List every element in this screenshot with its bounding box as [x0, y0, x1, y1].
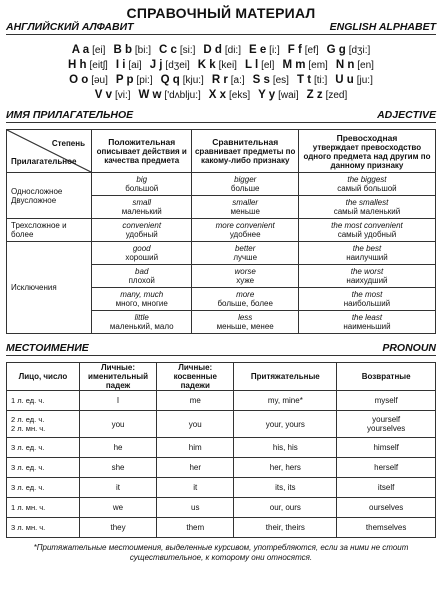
letter-transcription: [eks]	[228, 90, 251, 101]
adjective-form-cell	[192, 219, 298, 242]
alphabet-letter	[282, 58, 327, 73]
alphabet-letter	[150, 58, 190, 73]
letter-glyph: W w	[138, 89, 162, 101]
pronoun-header-row	[7, 363, 436, 391]
letter-glyph: K k	[197, 59, 216, 71]
pronoun-row	[7, 458, 436, 478]
pronoun-heading-ru: МЕСТОИМЕНИЕ	[6, 342, 89, 354]
alphabet-grid	[6, 43, 436, 103]
pronoun-row	[7, 518, 436, 538]
adjective-en: the worst	[350, 267, 384, 276]
person-number: 2 л. мн. ч.	[11, 424, 46, 433]
letter-glyph: G g	[326, 44, 346, 56]
adjective-ru: хороший	[125, 253, 159, 262]
adjective-form-cell	[298, 288, 435, 311]
adjective-row	[7, 242, 436, 265]
adjective-form-cell	[298, 311, 435, 334]
letter-transcription: [di:]	[224, 45, 241, 56]
pronoun-poss-cell: its, its	[234, 478, 337, 498]
adjective-form-cell	[298, 173, 435, 196]
adjective-group-label: Трехсложное и более	[7, 219, 92, 242]
pronoun-row	[7, 478, 436, 498]
alphabet-letter	[198, 58, 237, 73]
adjective-header-row	[7, 130, 436, 173]
adjective-ru: лучше	[233, 253, 258, 262]
person-number: 3 л. ед. ч.	[11, 463, 45, 472]
adjective-row	[7, 173, 436, 196]
letter-transcription: [ju:]	[356, 75, 373, 86]
degree-title: Превосходная	[336, 132, 398, 143]
pronoun-column-header: Личные: косвенные падежи	[157, 363, 234, 391]
adjective-form-cell	[298, 196, 435, 219]
letter-transcription: [dʒi:]	[348, 45, 371, 56]
alphabet-letter	[245, 58, 274, 73]
adjective-ru: меньше, менее	[216, 322, 274, 331]
adjective-form-cell	[92, 265, 192, 288]
pronoun-obj-cell: you	[157, 411, 234, 438]
letter-glyph: C c	[159, 44, 177, 56]
adjective-en: convenient	[122, 221, 162, 230]
adjective-form-cell	[92, 242, 192, 265]
letter-transcription: [ti:]	[313, 75, 328, 86]
adjective-en: better	[234, 244, 256, 253]
letter-glyph: V v	[94, 89, 113, 101]
pronoun-poss-cell: her, hers	[234, 458, 337, 478]
pronoun-poss-cell: our, ours	[234, 498, 337, 518]
pronoun-nom-cell: I	[79, 391, 156, 411]
pronoun-column-header: Личные: именительный падеж	[79, 363, 156, 391]
adjective-form-cell	[192, 242, 298, 265]
adjective-ru: много, многие	[115, 299, 168, 308]
alphabet-letter	[95, 88, 131, 103]
corner-cell	[7, 130, 92, 173]
adjective-form-cell	[298, 219, 435, 242]
adjective-en: bad	[135, 267, 149, 276]
person-number: 3 л. ед. ч.	[11, 483, 45, 492]
pronoun-obj-cell: us	[157, 498, 234, 518]
letter-transcription: [wai]	[278, 90, 299, 101]
pronoun-heading	[6, 342, 436, 356]
adjective-form-cell	[192, 196, 298, 219]
degree-description: сравнивает предметы по какому-либо признаку	[194, 147, 296, 165]
adjective-form-cell	[298, 242, 435, 265]
degree-column-header	[192, 130, 298, 173]
alphabet-letter	[335, 73, 373, 88]
alphabet-letter	[69, 73, 108, 88]
degree-column-header	[298, 130, 435, 173]
alphabet-letter	[139, 88, 201, 103]
letter-glyph: D d	[203, 44, 222, 56]
adjective-en: the least	[351, 313, 383, 322]
alphabet-letter	[116, 73, 153, 88]
pronoun-poss-cell: my, mine*	[234, 391, 337, 411]
adjective-en: the smallest	[345, 198, 389, 207]
page-title: СПРАВОЧНЫЙ МАТЕРИАЛ	[126, 5, 316, 21]
alphabet-letter	[307, 88, 348, 103]
adjective-row	[7, 219, 436, 242]
letter-transcription: [pi:]	[136, 75, 153, 86]
adjective-form-cell	[192, 265, 298, 288]
adjective-ru: маленький, мало	[109, 322, 174, 331]
adjective-ru: самый маленький	[333, 207, 401, 216]
letter-transcription: [el]	[261, 60, 275, 71]
letter-transcription: [ef]	[304, 45, 319, 56]
pronoun-obj-cell: her	[157, 458, 234, 478]
reflexive-form: itself	[377, 483, 395, 492]
adjective-en: smaller	[232, 198, 259, 207]
pronoun-poss-cell: their, theirs	[234, 518, 337, 538]
letter-transcription: [zed]	[325, 90, 348, 101]
degree-title: Сравнительная	[212, 137, 279, 147]
letter-glyph: N n	[335, 59, 355, 71]
adjective-en: the most convenient	[331, 221, 403, 230]
letter-glyph: J j	[149, 59, 163, 71]
alphabet-heading	[6, 21, 436, 35]
reflexive-form: myself	[374, 396, 398, 405]
adjective-ru: удобный	[125, 230, 158, 239]
pronoun-column-header: Возвратные	[337, 363, 436, 391]
alphabet-letter	[249, 43, 280, 58]
adjective-en: many, much	[120, 290, 164, 299]
letter-transcription: [ei]	[92, 45, 106, 56]
pronoun-reflexive-cell	[337, 438, 436, 458]
adjective-form-cell	[298, 265, 435, 288]
degree-title: Положительная	[108, 137, 176, 147]
letter-glyph: I i	[115, 59, 126, 71]
adjective-form-cell	[92, 173, 192, 196]
adjective-en: the best	[352, 244, 382, 253]
alphabet-letter	[288, 43, 319, 58]
letter-transcription: [ai]	[128, 60, 142, 71]
alphabet-letter	[209, 88, 250, 103]
alphabet-letter	[297, 73, 327, 88]
letter-glyph: U u	[335, 74, 354, 86]
pronoun-reflexive-cell	[337, 518, 436, 538]
adjective-en: small	[132, 198, 152, 207]
degree-description: утверждает превосходство одного предмета над другим по данному признаку	[303, 142, 431, 170]
letter-glyph: H h	[68, 59, 87, 71]
alphabet-row	[6, 73, 436, 88]
letter-transcription: ['dʌblju:]	[164, 90, 201, 101]
pronoun-row	[7, 498, 436, 518]
alphabet-letter	[336, 58, 374, 73]
letter-transcription: [a:]	[230, 75, 245, 86]
adjective-ru: маленький	[121, 207, 162, 216]
pronoun-reflexive-cell	[337, 411, 436, 438]
pronoun-poss-cell: his, his	[234, 438, 337, 458]
adjective-en: the biggest	[347, 175, 387, 184]
letter-glyph: A a	[71, 44, 90, 56]
adjective-ru: больше	[230, 184, 260, 193]
pronoun-heading-en: PRONOUN	[382, 342, 436, 354]
person-number: 1 л. мн. ч.	[11, 503, 46, 512]
adjective-table	[6, 129, 436, 334]
adjective-en: the most	[351, 290, 383, 299]
adjective-form-cell	[192, 173, 298, 196]
pronoun-obj-cell: him	[157, 438, 234, 458]
reflexive-form: themselves	[365, 523, 407, 532]
adjective-en: little	[134, 313, 149, 322]
degree-description: описывает действия и качества предмета	[96, 147, 187, 165]
pronoun-nom-cell: you	[79, 411, 156, 438]
letter-glyph: L l	[244, 59, 259, 71]
adjective-ru: больше, более	[217, 299, 273, 308]
adjective-form-cell	[192, 288, 298, 311]
letter-transcription: [kju:]	[182, 75, 204, 86]
adjective-group-label: Односложное Двусложное	[7, 173, 92, 219]
alphabet-row	[6, 58, 436, 73]
person-number-cell	[7, 438, 80, 458]
alphabet-letter	[113, 43, 151, 58]
alphabet-row	[6, 43, 436, 58]
adjective-ru: меньше	[230, 207, 260, 216]
corner-degree-label: Степень	[51, 139, 85, 148]
letter-glyph: E e	[248, 44, 267, 56]
alphabet-letter	[203, 43, 241, 58]
pronoun-reflexive-cell	[337, 391, 436, 411]
letter-transcription: [bi:]	[134, 45, 152, 56]
adjective-heading-en: ADJECTIVE	[377, 109, 436, 121]
person-number-cell	[7, 498, 80, 518]
letter-glyph: Z z	[306, 89, 323, 101]
alphabet-row	[6, 88, 436, 103]
letter-glyph: S s	[252, 74, 270, 86]
letter-glyph: R r	[211, 74, 228, 86]
adjective-form-cell	[92, 219, 192, 242]
person-number: 3 л. ед. ч.	[11, 443, 45, 452]
pronoun-column-header: Лицо, число	[7, 363, 80, 391]
pronoun-obj-cell: them	[157, 518, 234, 538]
adjective-en: big	[136, 175, 148, 184]
reflexive-form: ourselves	[369, 503, 404, 512]
adjective-ru: наихудший	[346, 276, 388, 285]
letter-transcription: [vi:]	[114, 90, 131, 101]
degree-column-header	[92, 130, 192, 173]
adjective-ru: самый удобный	[337, 230, 397, 239]
person-number-cell	[7, 391, 80, 411]
letter-glyph: M m	[282, 59, 306, 71]
adjective-en: good	[132, 244, 151, 253]
letter-glyph: T t	[296, 74, 312, 86]
person-number: 2 л. ед. ч.	[11, 415, 45, 424]
reflexive-form: herself	[374, 463, 399, 472]
adjective-form-cell	[92, 311, 192, 334]
adjective-heading	[6, 109, 436, 123]
alphabet-letter	[258, 88, 299, 103]
letter-glyph: P p	[115, 74, 134, 86]
pronoun-row	[7, 411, 436, 438]
letter-transcription: [i:]	[269, 45, 280, 56]
pronoun-table	[6, 362, 436, 538]
adjective-en: bigger	[234, 175, 257, 184]
adjective-ru: большой	[125, 184, 159, 193]
pronoun-reflexive-cell	[337, 478, 436, 498]
reference-sheet	[6, 5, 436, 595]
pronoun-nom-cell: it	[79, 478, 156, 498]
letter-transcription: [eitʃ]	[89, 60, 108, 71]
pronoun-nom-cell: she	[79, 458, 156, 478]
letter-glyph: O o	[69, 74, 89, 86]
letter-transcription: [dʒei]	[165, 60, 190, 71]
letter-glyph: X x	[208, 89, 227, 101]
alphabet-heading-ru: АНГЛИЙСКИЙ АЛФАВИТ	[6, 21, 134, 33]
alphabet-letter	[327, 43, 371, 58]
person-number: 3 л. мн. ч.	[11, 523, 46, 532]
letter-glyph: F f	[287, 44, 302, 56]
letter-transcription: [si:]	[179, 45, 196, 56]
footnote: *Притяжательные местоимения, выделенные курсивом, употребляются, если за ними не стоит существительное, к которому они относятся.	[33, 543, 409, 562]
alphabet-letter	[253, 73, 289, 88]
pronoun-row	[7, 391, 436, 411]
reflexive-form: himself	[373, 443, 399, 452]
adjective-heading-ru: ИМЯ ПРИЛАГАТЕЛЬНОЕ	[6, 109, 134, 121]
adjective-ru: удобнее	[229, 230, 261, 239]
adjective-ru: наименьший	[343, 322, 391, 331]
person-number: 1 л. ед. ч.	[11, 396, 45, 405]
alphabet-letter	[161, 73, 204, 88]
pronoun-row	[7, 438, 436, 458]
letter-transcription: [en]	[357, 60, 374, 71]
adjective-en: more	[236, 290, 255, 299]
adjective-en: less	[238, 313, 253, 322]
alphabet-heading-en: ENGLISH ALPHABET	[329, 21, 436, 33]
person-number-cell	[7, 478, 80, 498]
adjective-form-cell	[92, 288, 192, 311]
letter-transcription: [em]	[308, 60, 328, 71]
pronoun-reflexive-cell	[337, 498, 436, 518]
adjective-ru: хуже	[236, 276, 255, 285]
adjective-en: more convenient	[215, 221, 275, 230]
letter-glyph: B b	[113, 44, 132, 56]
reflexive-form: yourselves	[367, 424, 406, 433]
pronoun-nom-cell: they	[79, 518, 156, 538]
adjective-group-label: Исключения	[7, 242, 92, 334]
pronoun-nom-cell: we	[79, 498, 156, 518]
person-number-cell	[7, 518, 80, 538]
pronoun-reflexive-cell	[337, 458, 436, 478]
adjective-ru: наилучший	[346, 253, 388, 262]
alphabet-letter	[72, 43, 106, 58]
adjective-form-cell	[192, 311, 298, 334]
pronoun-obj-cell: me	[157, 391, 234, 411]
adjective-ru: плохой	[128, 276, 155, 285]
adjective-en: worse	[234, 267, 256, 276]
pronoun-poss-cell: your, yours	[234, 411, 337, 438]
adjective-ru: наибольший	[343, 299, 391, 308]
reflexive-form: yourself	[372, 415, 401, 424]
pronoun-column-header: Притяжательные	[234, 363, 337, 391]
person-number-cell	[7, 458, 80, 478]
corner-adjective-label: Прилагательное	[11, 157, 77, 166]
person-number-cell	[7, 411, 80, 438]
pronoun-obj-cell: it	[157, 478, 234, 498]
adjective-ru: самый большой	[337, 184, 397, 193]
letter-transcription: [kei]	[218, 60, 237, 71]
letter-transcription: [əu]	[91, 75, 108, 86]
alphabet-letter	[212, 73, 245, 88]
alphabet-letter	[68, 58, 108, 73]
adjective-form-cell	[92, 196, 192, 219]
pronoun-nom-cell: he	[79, 438, 156, 458]
letter-glyph: Y y	[258, 89, 276, 101]
letter-glyph: Q q	[160, 74, 180, 86]
alphabet-letter	[116, 58, 142, 73]
letter-transcription: [es]	[272, 75, 289, 86]
alphabet-letter	[159, 43, 195, 58]
